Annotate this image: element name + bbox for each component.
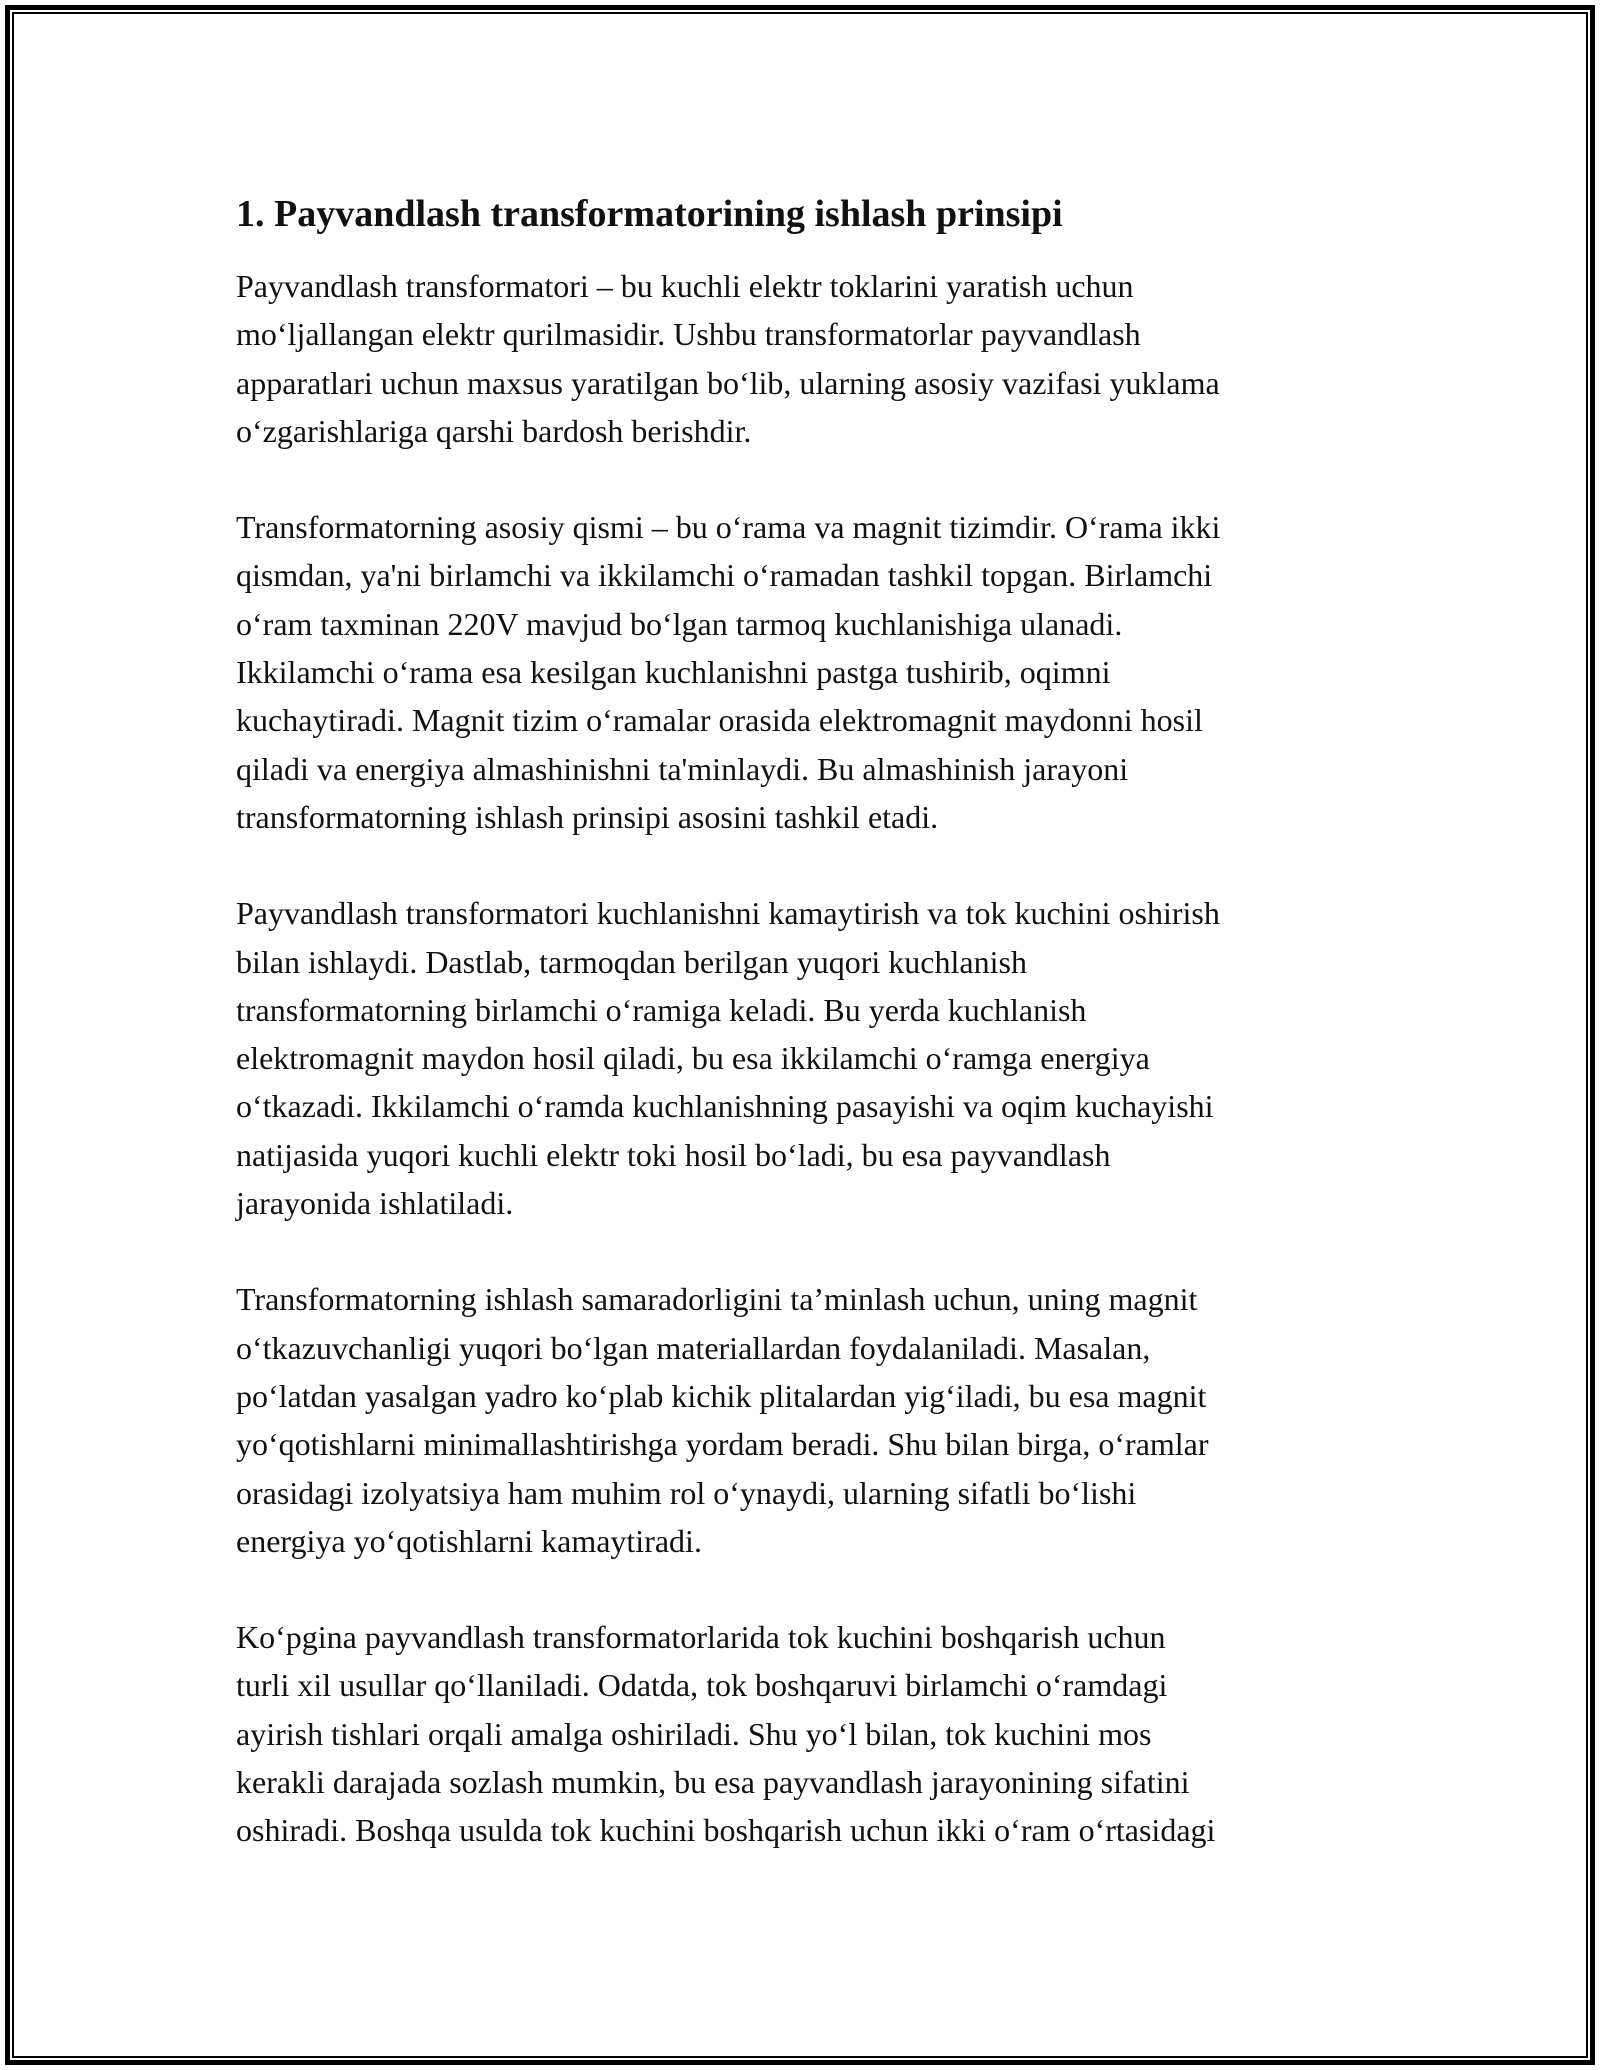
text-line: Ko‘pgina payvandlash transformatorlarida tok kuchini boshqarish uchun [236,1619,1166,1656]
text-line: mo‘ljallangan elektr qurilmasidir. Ushbu transformatorlar payvandlash [236,316,1141,353]
text-line: o‘zgarishlariga qarshi bardosh berishdir. [236,412,752,449]
paragraph [236,262,1384,455]
text-line: ayirish tishlari orqali amalga oshiriladi. Shu yo‘l bilan, tok kuchini mos [236,1715,1152,1752]
paragraph [236,1275,1384,1565]
paragraph-list [236,262,1384,1855]
text-line: transformatorning ishlash prinsipi asosini tashkil etadi. [236,798,939,835]
text-line: o‘tkazadi. Ikkilamchi o‘ramda kuchlanishning pasayishi va oqim kuchayishi [236,1088,1214,1125]
text-line: o‘tkazuvchanligi yuqori bo‘lgan materiallardan foydalaniladi. Masalan, [236,1329,1151,1366]
text-line: jarayonida ishlatiladi. [236,1185,514,1222]
text-line: apparatlari uchun maxsus yaratilgan bo‘lib, ularning asosiy vazifasi yuklama [236,364,1220,401]
text-line: Transformatorning ishlash samaradorligini ta’minlash uchun, uning magnit [236,1281,1198,1318]
paragraph [236,1613,1384,1854]
document-body [236,186,1384,1903]
text-line: kuchaytiradi. Magnit tizim o‘ramalar orasida elektromagnit maydonni hosil [236,702,1203,739]
text-line: natijasida yuqori kuchli elektr toki hosil bo‘ladi, bu esa payvandlash [236,1136,1111,1173]
text-line: transformatorning birlamchi o‘ramiga keladi. Bu yerda kuchlanish [236,991,1087,1028]
section-heading: 1. Payvandlash transformatorining ishlash prinsipi [236,193,1063,235]
text-line: Transformatorning asosiy qismi – bu o‘rama va magnit tizimdir. O‘rama ikki [236,509,1221,546]
text-line: Payvandlash transformatori kuchlanishni kamaytirish va tok kuchini oshirish [236,895,1220,932]
text-line: turli xil usullar qo‘llaniladi. Odatda, tok boshqaruvi birlamchi o‘ramdagi [236,1667,1168,1704]
text-line: qiladi va energiya almashinishni ta'minlaydi. Bu almashinish jarayoni [236,750,1129,787]
paragraph [236,889,1384,1227]
text-line: qismdan, ya'ni birlamchi va ikkilamchi o‘ramadan tashkil topgan. Birlamchi [236,557,1213,594]
text-line: elektromagnit maydon hosil qiladi, bu esa ikkilamchi o‘ramga energiya [236,1040,1150,1077]
text-line: yo‘qotishlarni minimallashtirishga yordam beradi. Shu bilan birga, o‘ramlar [236,1426,1209,1463]
text-line: bilan ishlaydi. Dastlab, tarmoqdan berilgan yuqori kuchlanish [236,943,1027,980]
text-line: orasidagi izolyatsiya ham muhim rol o‘ynaydi, ularning sifatli bo‘lishi [236,1474,1137,1511]
paragraph [236,503,1384,841]
text-line: oshiradi. Boshqa usulda tok kuchini boshqarish uchun ikki o‘ram o‘rtasidagi [236,1812,1216,1849]
text-line: o‘ram taxminan 220V mavjud bo‘lgan tarmoq kuchlanishiga ulanadi. [236,605,1123,642]
text-line: energiya yo‘qotishlarni kamaytiradi. [236,1522,702,1559]
text-line: Payvandlash transformatori – bu kuchli elektr toklarini yaratish uchun [236,268,1134,304]
text-line: po‘latdan yasalgan yadro ko‘plab kichik plitalardan yig‘iladi, bu esa magnit [236,1377,1207,1414]
text-line: kerakli darajada sozlash mumkin, bu esa payvandlash jarayonining sifatini [236,1764,1190,1801]
text-line: Ikkilamchi o‘rama esa kesilgan kuchlanishni pastga tushirib, oqimni [236,654,1111,691]
